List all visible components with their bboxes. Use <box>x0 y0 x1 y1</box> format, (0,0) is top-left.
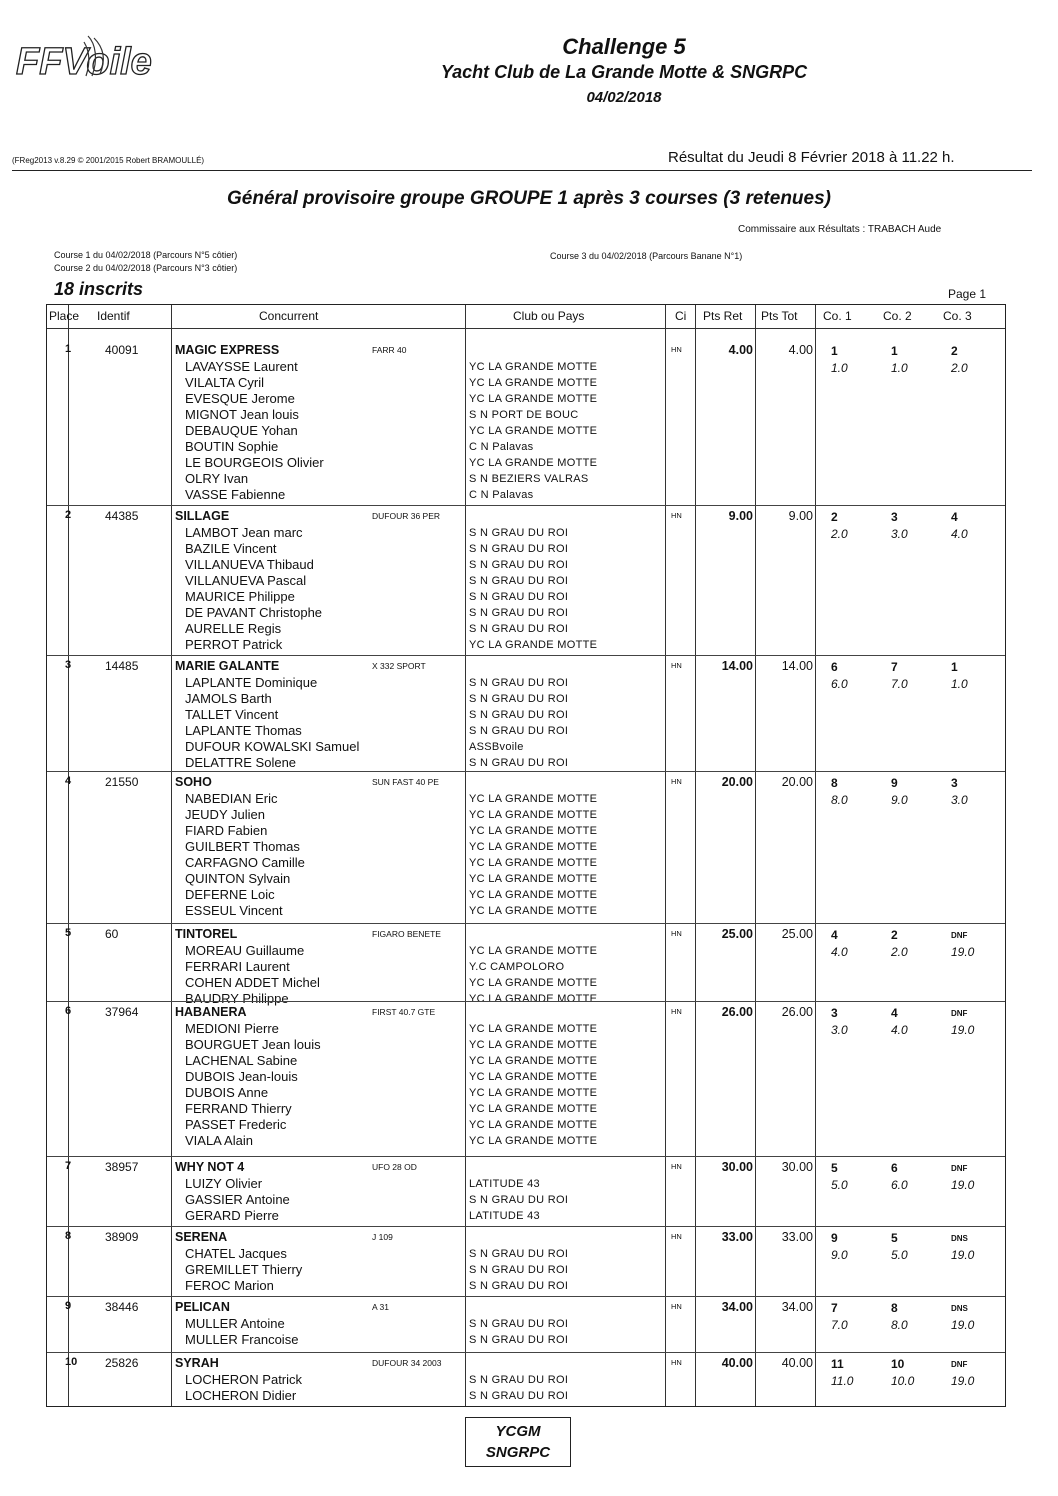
race-3-rank: DNF <box>951 1009 968 1018</box>
crew-member-club: YC LA GRANDE MOTTE <box>469 1087 598 1099</box>
race-2-score: 3.0 <box>891 527 908 541</box>
race-2-score: 5.0 <box>891 1248 908 1262</box>
col-co2: Co. 2 <box>883 309 912 323</box>
boat-type: J 109 <box>372 1232 393 1242</box>
place-value: 10 <box>65 1356 78 1368</box>
crew-member-club: YC LA GRANDE MOTTE <box>469 841 598 853</box>
crew-member-club: C N Palavas <box>469 441 534 453</box>
race-1-rank: 8 <box>831 776 838 790</box>
race-1-rank: 4 <box>831 928 838 942</box>
race-2-rank: 5 <box>891 1231 898 1245</box>
category-value: HN <box>671 661 682 670</box>
crew-member-name: AURELLE Regis <box>185 621 282 636</box>
boat-name: SERENA <box>175 1230 228 1244</box>
result-timestamp: Résultat du Jeudi 8 Février 2018 à 11.22 h. <box>668 149 955 166</box>
crew-member-club: YC LA GRANDE MOTTE <box>469 905 598 917</box>
race-1-score: 8.0 <box>831 793 848 807</box>
crew-member-club: YC LA GRANDE MOTTE <box>469 1071 598 1083</box>
race-3-rank: DNS <box>951 1304 968 1313</box>
crew-member-name: VIALA Alain <box>185 1133 253 1148</box>
crew-member-name: TALLET Vincent <box>185 707 279 722</box>
race-3-score: 19.0 <box>951 945 975 959</box>
race-1-rank: 1 <box>831 344 838 358</box>
entrants-count: 18 inscrits <box>54 279 144 299</box>
crew-member-name: DUFOUR KOWALSKI Samuel <box>185 739 360 754</box>
sail-number: 14485 <box>105 659 139 673</box>
software-credit: (FReg2013 v.8.29 © 2001/2015 Robert BRAMOULLÉ) <box>12 156 205 165</box>
race-2-rank: 2 <box>891 928 898 942</box>
race-1-rank: 11 <box>831 1357 844 1371</box>
crew-member-club: S N GRAU DU ROI <box>469 1280 569 1292</box>
crew-member-club: YC LA GRANDE MOTTE <box>469 825 598 837</box>
course-2-info: Course 2 du 04/02/2018 (Parcours N°3 côtier) <box>54 263 238 273</box>
stamp-line-2: SNGRPC <box>485 1444 551 1461</box>
race-1-score: 11.0 <box>831 1374 854 1388</box>
crew-member-club: YC LA GRANDE MOTTE <box>469 1119 598 1131</box>
race-2-rank: 4 <box>891 1006 898 1020</box>
category-value: HN <box>671 1358 682 1367</box>
crew-member-name: LACHENAL Sabine <box>185 1053 298 1068</box>
race-2-rank: 7 <box>891 660 898 674</box>
crew-member-name: COHEN ADDET Michel <box>185 975 320 990</box>
crew-member-name: CARFAGNO Camille <box>185 855 305 870</box>
page-subtitle: Yacht Club de La Grande Motte & SNGRPC <box>440 62 808 82</box>
race-2-score: 7.0 <box>891 677 908 691</box>
category-value: HN <box>671 1162 682 1171</box>
boat-type: DUFOUR 36 PER <box>372 511 441 521</box>
crew-member-name: FERRARI Laurent <box>185 959 290 974</box>
crew-member-name: NABEDIAN Eric <box>185 791 278 806</box>
group-title: Général provisoire groupe GROUPE 1 après 3 courses (3 retenues) <box>227 188 831 209</box>
boat-name: PELICAN <box>175 1300 230 1314</box>
race-1-rank: 5 <box>831 1161 838 1175</box>
race-1-score: 9.0 <box>831 1248 848 1262</box>
crew-member-club: C N Palavas <box>469 489 534 501</box>
crew-member-name: MULLER Antoine <box>185 1316 285 1331</box>
points-retained: 14.00 <box>721 659 753 673</box>
page-title: Challenge 5 <box>562 34 686 59</box>
points-retained: 26.00 <box>721 1005 753 1019</box>
place-value: 8 <box>65 1230 72 1242</box>
race-3-rank: DNF <box>951 1360 968 1369</box>
crew-member-name: LAMBOT Jean marc <box>185 525 303 540</box>
crew-member-name: DUBOIS Jean-louis <box>185 1069 298 1084</box>
crew-member-club: S N GRAU DU ROI <box>469 1264 569 1276</box>
crew-member-club: YC LA GRANDE MOTTE <box>469 425 598 437</box>
points-total: 4.00 <box>788 343 813 357</box>
crew-member-name: OLRY Ivan <box>185 471 249 486</box>
crew-member-name: FEROC Marion <box>185 1278 274 1293</box>
race-3-score: 4.0 <box>951 527 968 541</box>
crew-member-name: LAPLANTE Dominique <box>185 675 318 690</box>
points-retained: 40.00 <box>721 1356 753 1370</box>
crew-member-name: EVESQUE Jerome <box>185 391 295 406</box>
boat-name: SYRAH <box>175 1356 219 1370</box>
col-ci: Ci <box>675 309 687 323</box>
commissaire-label: Commissaire aux Résultats : TRABACH Aude <box>738 224 942 235</box>
race-1-rank: 3 <box>831 1006 838 1020</box>
crew-member-club: S N GRAU DU ROI <box>469 1194 569 1206</box>
place-value: 5 <box>65 927 72 939</box>
crew-member-club: YC LA GRANDE MOTTE <box>469 873 598 885</box>
crew-member-name: DEBAUQUE Yohan <box>185 423 298 438</box>
header-divider <box>12 170 1032 171</box>
race-2-score: 10.0 <box>891 1374 915 1388</box>
crew-member-club: YC LA GRANDE MOTTE <box>469 1103 598 1115</box>
crew-member-club: YC LA GRANDE MOTTE <box>469 377 598 389</box>
crew-member-name: DUBOIS Anne <box>185 1085 269 1100</box>
race-1-score: 6.0 <box>831 677 848 691</box>
boat-name: SILLAGE <box>175 509 230 523</box>
sail-number: 60 <box>105 927 119 941</box>
boat-type: X 332 SPORT <box>372 661 426 671</box>
race-1-score: 3.0 <box>831 1023 848 1037</box>
category-value: HN <box>671 1007 682 1016</box>
category-value: HN <box>671 1232 682 1241</box>
crew-member-name: GASSIER Antoine <box>185 1192 290 1207</box>
points-total: 40.00 <box>781 1356 813 1370</box>
race-3-score: 19.0 <box>951 1178 975 1192</box>
col-concurrent: Concurrent <box>259 309 319 323</box>
race-3-score: 19.0 <box>951 1023 975 1037</box>
race-1-score: 4.0 <box>831 945 848 959</box>
results-table <box>46 304 1006 1407</box>
boat-type: FIGARO BENETE <box>372 929 441 939</box>
race-3-score: 19.0 <box>951 1318 975 1332</box>
crew-member-name: DEFERNE Loic <box>185 887 275 902</box>
club-stamp <box>465 1417 571 1467</box>
crew-member-club: Y.C CAMPOLORO <box>469 961 565 973</box>
crew-member-club: S N GRAU DU ROI <box>469 757 569 769</box>
page-number: Page 1 <box>948 287 987 301</box>
boat-type: A 31 <box>372 1302 390 1312</box>
crew-member-name: MOREAU Guillaume <box>185 943 305 958</box>
crew-member-club: S N GRAU DU ROI <box>469 1248 569 1260</box>
col-pts-tot: Pts Tot <box>761 309 798 323</box>
crew-member-name: BOUTIN Sophie <box>185 439 279 454</box>
points-total: 26.00 <box>781 1005 813 1019</box>
sail-number: 38446 <box>105 1300 139 1314</box>
race-2-rank: 9 <box>891 776 898 790</box>
points-retained: 25.00 <box>721 927 753 941</box>
crew-member-club: LATITUDE 43 <box>469 1178 540 1190</box>
crew-member-name: LAPLANTE Thomas <box>185 723 302 738</box>
crew-member-name: BAUDRY Philippe <box>185 991 289 1006</box>
sail-number: 25826 <box>105 1356 139 1370</box>
crew-member-name: ESSEUL Vincent <box>185 903 283 918</box>
points-total: 14.00 <box>781 659 813 673</box>
crew-member-name: BOURGUET Jean louis <box>185 1037 321 1052</box>
crew-member-club: YC LA GRANDE MOTTE <box>469 393 598 405</box>
crew-member-club: YC LA GRANDE MOTTE <box>469 809 598 821</box>
crew-member-name: BAZILE Vincent <box>185 541 277 556</box>
boat-name: HABANERA <box>175 1005 247 1019</box>
sail-number: 40091 <box>105 343 139 357</box>
sail-number: 37964 <box>105 1005 139 1019</box>
boat-name: MARIE GALANTE <box>175 659 280 673</box>
crew-member-name: DE PAVANT Christophe <box>185 605 323 620</box>
crew-member-name: PERROT Patrick <box>185 637 283 652</box>
race-3-rank: DNF <box>951 931 968 940</box>
race-2-score: 2.0 <box>891 945 908 959</box>
crew-member-club: S N GRAU DU ROI <box>469 693 569 705</box>
race-3-score: 3.0 <box>951 793 968 807</box>
crew-member-club: LATITUDE 43 <box>469 1210 540 1222</box>
crew-member-name: CHATEL Jacques <box>185 1246 287 1261</box>
crew-member-club: YC LA GRANDE MOTTE <box>469 361 598 373</box>
race-2-score: 8.0 <box>891 1318 908 1332</box>
col-pts-ret: Pts Ret <box>703 309 743 323</box>
crew-member-name: MULLER Francoise <box>185 1332 299 1347</box>
points-retained: 30.00 <box>721 1160 753 1174</box>
crew-member-club: YC LA GRANDE MOTTE <box>469 639 598 651</box>
crew-member-club: S N GRAU DU ROI <box>469 1334 569 1346</box>
boat-type: FARR 40 <box>372 345 407 355</box>
race-3-score: 19.0 <box>951 1248 975 1262</box>
boat-name: SOHO <box>175 775 212 789</box>
crew-member-club: S N BEZIERS VALRAS <box>469 473 589 485</box>
crew-member-name: MAURICE Philippe <box>185 589 295 604</box>
crew-member-club: YC LA GRANDE MOTTE <box>469 889 598 901</box>
points-total: 34.00 <box>781 1300 813 1314</box>
col-identif: Identif <box>97 309 130 323</box>
crew-member-club: S N GRAU DU ROI <box>469 1390 569 1402</box>
points-retained: 9.00 <box>728 509 753 523</box>
points-total: 33.00 <box>781 1230 813 1244</box>
race-2-rank: 6 <box>891 1161 898 1175</box>
race-1-score: 1.0 <box>831 361 848 375</box>
points-total: 20.00 <box>781 775 813 789</box>
crew-member-name: JAMOLS Barth <box>185 691 272 706</box>
race-3-score: 19.0 <box>951 1374 975 1388</box>
crew-member-name: GREMILLET Thierry <box>185 1262 303 1277</box>
crew-member-name: LAVAYSSE Laurent <box>185 359 298 374</box>
crew-member-name: FERRAND Thierry <box>185 1101 292 1116</box>
crew-member-club: S N GRAU DU ROI <box>469 527 569 539</box>
crew-member-club: YC LA GRANDE MOTTE <box>469 457 598 469</box>
race-2-rank: 8 <box>891 1301 898 1315</box>
place-value: 7 <box>65 1160 72 1172</box>
col-place: Place <box>49 309 80 323</box>
sail-number: 38957 <box>105 1160 139 1174</box>
race-1-score: 7.0 <box>831 1318 848 1332</box>
event-date: 04/02/2018 <box>586 89 662 106</box>
boat-type: SUN FAST 40 PE <box>372 777 439 787</box>
crew-member-name: LOCHERON Patrick <box>185 1372 303 1387</box>
col-club: Club ou Pays <box>513 309 585 323</box>
crew-member-club: S N GRAU DU ROI <box>469 543 569 555</box>
course-3-info: Course 3 du 04/02/2018 (Parcours Banane N°1) <box>550 251 743 261</box>
crew-member-club: YC LA GRANDE MOTTE <box>469 1055 598 1067</box>
crew-member-club: YC LA GRANDE MOTTE <box>469 1135 598 1147</box>
points-retained: 4.00 <box>728 343 753 357</box>
crew-member-name: MEDIONI Pierre <box>185 1021 279 1036</box>
race-3-rank: 3 <box>951 776 958 790</box>
race-2-rank: 10 <box>891 1357 905 1371</box>
crew-member-name: VASSE Fabienne <box>185 487 286 502</box>
crew-member-name: PASSET Frederic <box>185 1117 287 1132</box>
crew-member-club: S N GRAU DU ROI <box>469 725 569 737</box>
crew-member-club: YC LA GRANDE MOTTE <box>469 1039 598 1051</box>
place-value: 4 <box>65 775 72 787</box>
boat-name: TINTOREL <box>175 927 238 941</box>
crew-member-club: S N GRAU DU ROI <box>469 709 569 721</box>
course-1-info: Course 1 du 04/02/2018 (Parcours N°5 côtier) <box>54 250 238 260</box>
crew-member-club: S N GRAU DU ROI <box>469 559 569 571</box>
crew-member-name: GERARD Pierre <box>185 1208 279 1223</box>
crew-member-club: YC LA GRANDE MOTTE <box>469 977 598 989</box>
place-value: 3 <box>65 659 72 671</box>
category-value: HN <box>671 1302 682 1311</box>
points-total: 30.00 <box>781 1160 813 1174</box>
race-2-score: 4.0 <box>891 1023 908 1037</box>
boat-name: WHY NOT 4 <box>175 1160 245 1174</box>
crew-member-name: VILALTA Cyril <box>185 375 264 390</box>
crew-member-name: GUILBERT Thomas <box>185 839 300 854</box>
crew-member-name: VILLANUEVA Thibaud <box>185 557 314 572</box>
crew-member-name: JEUDY Julien <box>185 807 265 822</box>
category-value: HN <box>671 345 682 354</box>
race-1-rank: 7 <box>831 1301 838 1315</box>
race-1-score: 5.0 <box>831 1178 848 1192</box>
ffvoile-logo-text: FFVoile <box>16 41 152 83</box>
sail-number: 44385 <box>105 509 139 523</box>
race-2-rank: 1 <box>891 344 898 358</box>
crew-member-club: S N GRAU DU ROI <box>469 677 569 689</box>
boat-type: FIRST 40.7 GTE <box>372 1007 436 1017</box>
crew-member-club: ASSBvoile <box>469 741 524 753</box>
points-total: 9.00 <box>788 509 813 523</box>
place-value: 2 <box>65 509 72 521</box>
place-value: 9 <box>65 1300 72 1312</box>
race-2-score: 9.0 <box>891 793 908 807</box>
race-3-rank: DNF <box>951 1164 968 1173</box>
race-2-score: 1.0 <box>891 361 908 375</box>
race-1-rank: 6 <box>831 660 838 674</box>
crew-member-club: S N GRAU DU ROI <box>469 591 569 603</box>
sail-number: 21550 <box>105 775 139 789</box>
points-retained: 33.00 <box>721 1230 753 1244</box>
crew-member-name: QUINTON Sylvain <box>185 871 291 886</box>
col-co1: Co. 1 <box>823 309 852 323</box>
crew-member-club: S N GRAU DU ROI <box>469 1318 569 1330</box>
crew-member-club: YC LA GRANDE MOTTE <box>469 945 598 957</box>
race-3-rank: 2 <box>951 344 958 358</box>
race-3-rank: 4 <box>951 510 958 524</box>
crew-member-club: S N PORT DE BOUC <box>469 409 579 421</box>
crew-member-club: YC LA GRANDE MOTTE <box>469 793 598 805</box>
crew-member-name: MIGNOT Jean louis <box>185 407 299 422</box>
crew-member-name: LE BOURGEOIS Olivier <box>185 455 324 470</box>
crew-member-name: LOCHERON Didier <box>185 1388 297 1403</box>
crew-member-club: S N GRAU DU ROI <box>469 1374 569 1386</box>
race-2-rank: 3 <box>891 510 898 524</box>
race-3-score: 2.0 <box>951 361 968 375</box>
boat-type: DUFOUR 34 2003 <box>372 1358 442 1368</box>
crew-member-name: DELATTRE Solene <box>185 755 297 770</box>
race-3-rank: DNS <box>951 1234 968 1243</box>
boat-type: UFO 28 OD <box>372 1162 417 1172</box>
boat-name: MAGIC EXPRESS <box>175 343 280 357</box>
crew-member-club: S N GRAU DU ROI <box>469 607 569 619</box>
crew-member-name: VILLANUEVA Pascal <box>185 573 307 588</box>
category-value: HN <box>671 511 682 520</box>
race-1-rank: 9 <box>831 1231 838 1245</box>
crew-member-club: YC LA GRANDE MOTTE <box>469 857 598 869</box>
race-1-score: 2.0 <box>831 527 848 541</box>
category-value: HN <box>671 777 682 786</box>
race-2-score: 6.0 <box>891 1178 908 1192</box>
stamp-line-1: YCGM <box>495 1423 541 1440</box>
crew-member-name: LUIZY Olivier <box>185 1176 263 1191</box>
col-co3: Co. 3 <box>943 309 972 323</box>
crew-member-name: FIARD Fabien <box>185 823 268 838</box>
race-3-score: 1.0 <box>951 677 968 691</box>
points-retained: 20.00 <box>721 775 753 789</box>
sail-number: 38909 <box>105 1230 139 1244</box>
crew-member-club: S N GRAU DU ROI <box>469 623 569 635</box>
points-total: 25.00 <box>781 927 813 941</box>
place-value: 6 <box>65 1005 72 1017</box>
points-retained: 34.00 <box>721 1300 753 1314</box>
category-value: HN <box>671 929 682 938</box>
place-value: 1 <box>65 343 72 355</box>
crew-member-club: S N GRAU DU ROI <box>469 575 569 587</box>
crew-member-club: YC LA GRANDE MOTTE <box>469 993 598 1005</box>
crew-member-club: YC LA GRANDE MOTTE <box>469 1023 598 1035</box>
race-1-rank: 2 <box>831 510 838 524</box>
race-3-rank: 1 <box>951 660 958 674</box>
